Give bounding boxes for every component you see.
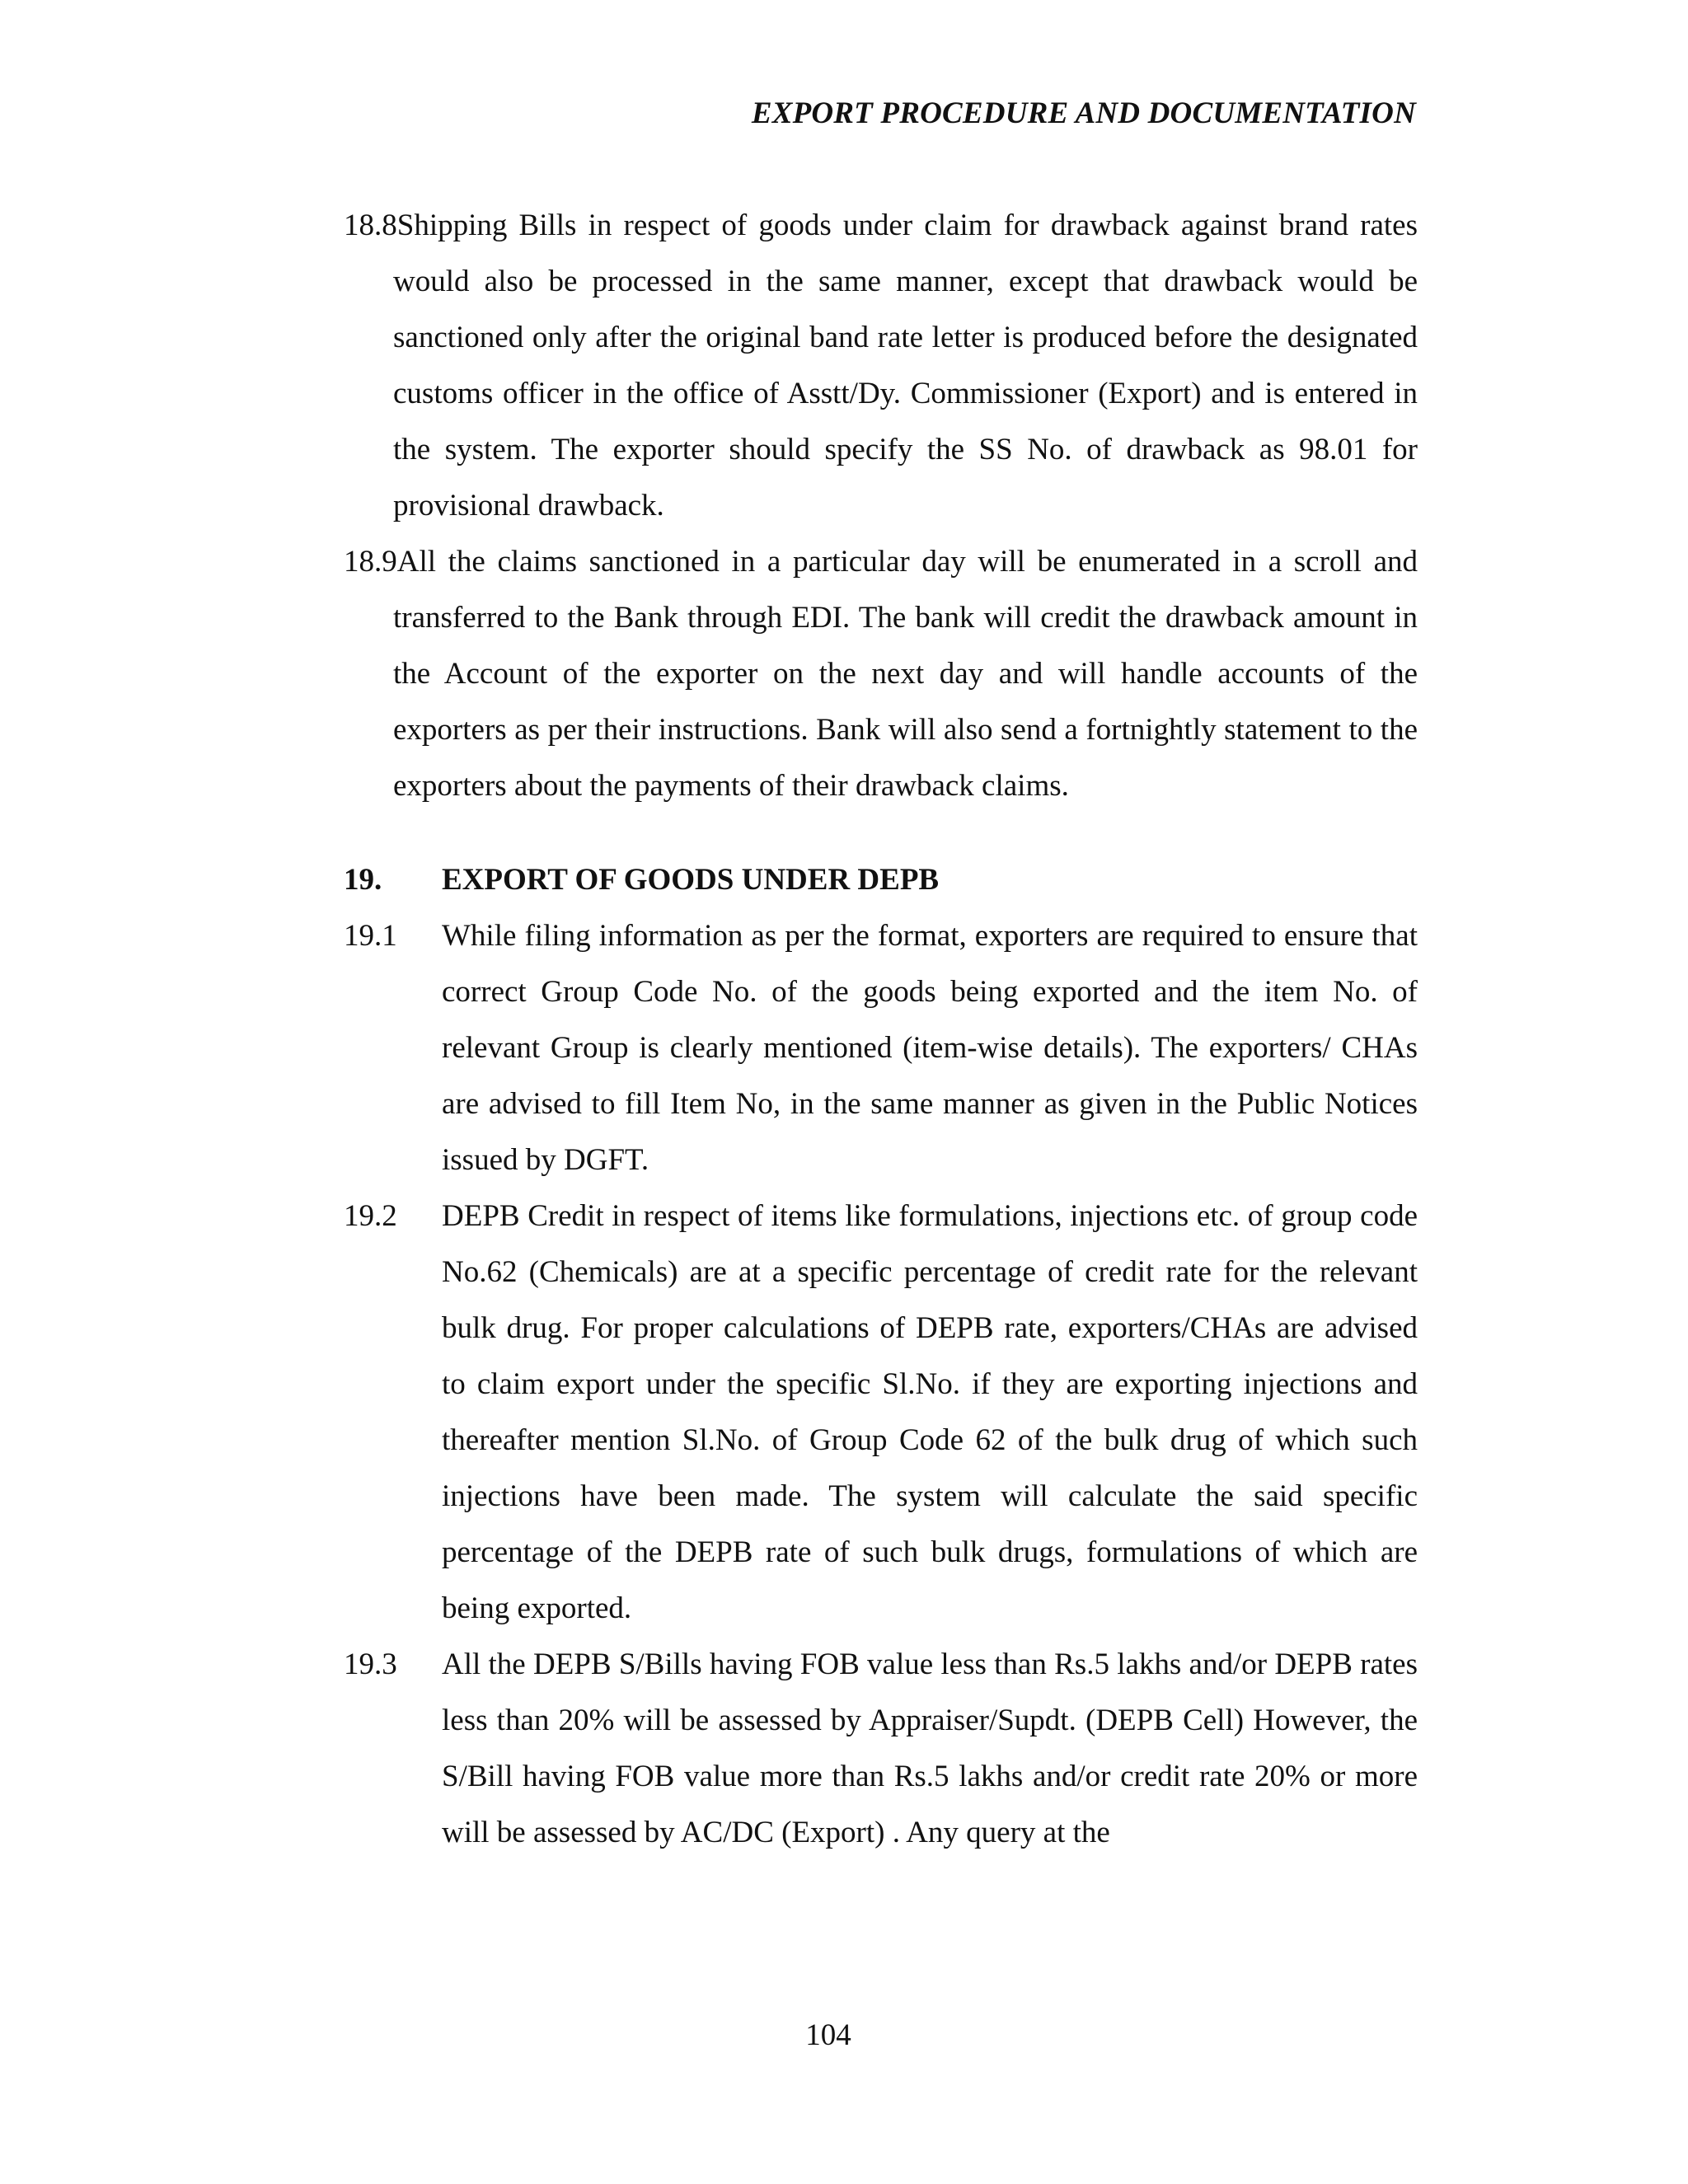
paragraph-number: 19.3: [344, 1647, 397, 1681]
paragraph-18-8: [344, 198, 1418, 534]
running-header: EXPORT PROCEDURE AND DOCUMENTATION: [751, 96, 1416, 130]
paragraph-number: 18.8: [344, 209, 397, 242]
paragraph-19-3: [344, 1637, 1418, 1861]
paragraph-text: All the claims sanctioned in a particular day will be enumerated in a scroll and transferred to the Bank through EDI. The bank will credit the drawback amount in the Account of the exporter on the next day and will handle accounts of the exporters as per their instructions. Bank will also send a fortnightly statement to the exporters about the payments of their drawback claims.: [393, 545, 1418, 803]
section-number: 19.: [344, 863, 382, 897]
paragraph-19-2: [344, 1188, 1418, 1637]
paragraph-number: 18.9: [344, 545, 397, 579]
paragraph-text: All the DEPB S/Bills having FOB value less than Rs.5 lakhs and/or DEPB rates less than 20% will be assessed by Appraiser/Supdt. (DEPB Cell) However, the S/Bill having FOB value more than Rs.5 lakhs and/or credit rate 20% or more will be assessed by AC/DC (Export) . Any query at the: [442, 1647, 1418, 1849]
paragraph-number: 19.1: [344, 919, 397, 953]
section-title: EXPORT OF GOODS UNDER DEPB: [442, 863, 940, 897]
paragraph-text: Shipping Bills in respect of goods under claim for drawback against brand rates would also be processed in the same manner, except that drawback would be sanctioned only after the original band rate letter is produced before the designated customs officer in the office of Asstt/Dy. Commissioner (Export) and is entered in the system. The exporter should specify the SS No. of drawback as 98.01 for provisional drawback.: [393, 209, 1418, 523]
paragraph-18-9: [344, 534, 1418, 814]
paragraph-text: While filing information as per the format, exporters are required to ensure that correct Group Code No. of the goods being exported and the item No. of relevant Group is clearly mentioned (item-wise details). The exporters/ CHAs are advised to fill Item No, in the same manner as given in the Public Notices issued by DGFT.: [442, 919, 1418, 1177]
paragraph-19-1: [344, 908, 1418, 1188]
page-number: 104: [805, 2018, 851, 2052]
body-text: [344, 198, 1418, 1861]
paragraph-text: DEPB Credit in respect of items like formulations, injections etc. of group code No.62 (Chemicals) are at a specific percentage of credit rate for the relevant bulk drug. For proper calculations of DEPB rate, exporters/CHAs are advised to claim export under the specific Sl.No. if they are exporting injections and thereafter mention Sl.No. of Group Code 62 of the bulk drug of which such injections have been made. The system will calculate the said specific percentage of the DEPB rate of such bulk drugs, formulations of which are being exported.: [442, 1199, 1418, 1625]
section-heading-19: [344, 852, 1418, 908]
paragraph-number: 19.2: [344, 1199, 397, 1233]
